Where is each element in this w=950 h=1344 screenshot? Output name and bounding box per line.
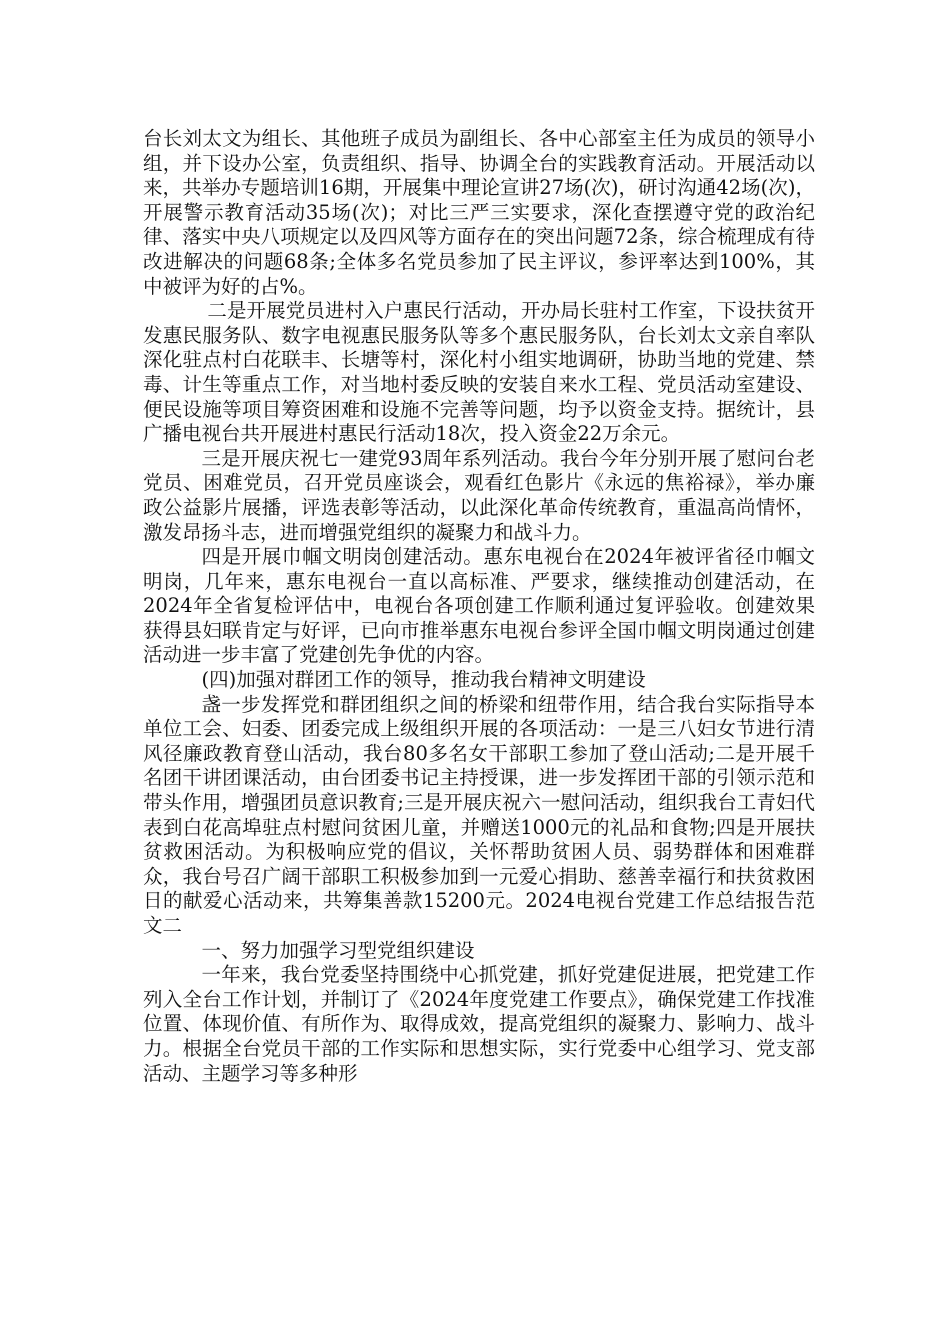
paragraph-1: 台长刘太文为组长、其他班子成员为副组长、各中心部室主任为成员的领导小组，并下设办公室，负责组织、指导、协调全台的实践教育活动。开展活动以来，共举办专题培训16期，开展集中理论宣讲27场(次)，研讨沟通42场(次)，开展警示教育活动35场(次)；对比三严三实要求，深化查摆遵守党的政治纪律、落实中央八项规定以及四风等方面存在的突出问题72条，综合梳理成有待改进解决的问题68条;全体多名党员参加了民主评议，参评率达到100%，其中被评为好的占%。 xyxy=(143,127,815,298)
section-heading-1: 一、努力加强学习型党组织建设 xyxy=(201,938,475,962)
paragraph-6: 一年来，我台党委坚持围绕中心抓党建，抓好党建促进展，把党建工作列入全台工作计划，并制订了《2024年度党建工作要点》，确保党建工作找准位置、体现价值、有所作为、取得成效，提高党组织的凝聚力、影响力、战斗力。根据全台党员干部的工作实际和思想实际，实行党委中心组学习、党支部活动、主题学习等多种形 xyxy=(143,963,815,1085)
paragraph-4: 四是开展巾帼文明岗创建活动。惠东电视台在2024年被评省径巾帼文明岗，几年来，惠东电视台一直以高标准、严要求，继续推动创建活动，在2024年全省复检评估中，电视台各项创建工作顺利通过复评验收。创建效果获得县妇联肯定与好评，已向市推举惠东电视台参评全国巾帼文明岗通过创建活动进一步丰富了党建创先争优的内容。 xyxy=(143,545,815,667)
paragraph-2: 二是开展党员进村入户惠民行活动，开办局长驻村工作室，下设扶贫开发惠民服务队、数字电视惠民服务队等多个惠民服务队，台长刘太文亲自率队深化驻点村白花联丰、长塘等村，深化村小组实地调研，协助当地的党建、禁毒、计生等重点工作，对当地村委反映的安装自来水工程、党员活动室建设、便民设施等项目筹资困难和设施不完善等问题，均予以资金支持。据统计，县广播电视台共开展进村惠民行活动18次，投入资金22万余元。 xyxy=(143,299,815,446)
document-body xyxy=(143,127,815,1086)
section-heading-4: (四)加强对群团工作的领导，推动我台精神文明建设 xyxy=(201,668,646,692)
paragraph-5: 盏一步发挥党和群团组织之间的桥梁和纽带作用，结合我台实际指导本单位工会、妇委、团委完成上级组织开展的各项活动：一是三八妇女节进行清风径廉政教育登山活动，我台80多名女干部职工参加了登山活动;二是开展千名团干讲团课活动，由台团委书记主持授课，进一步发挥团干部的引领示范和带头作用，增强团员意识教育;三是开展庆祝六一慰问活动，组织我台工青妇代表到白花高埠驻点村慰问贫困儿童，并赠送1000元的礼品和食物;四是开展扶贫救困活动。为积极响应党的倡议，关怀帮助贫困人员、弱势群体和困难群众，我台号召广阔干部职工积极参加到一元爱心捐助、慈善幸福行和扶贫救困日的献爱心活动来，共筹集善款15200元。2024电视台党建工作总结报告范文二 xyxy=(143,692,815,937)
paragraph-3: 三是开展庆祝七一建党93周年系列活动。我台今年分别开展了慰问台老党员、困难党员，召开党员座谈会，观看红色影片《永远的焦裕禄》，举办廉政公益影片展播，评选表彰等活动，以此深化革命传统教育，重温高尚情怀，激发昂扬斗志，进而增强党组织的凝聚力和战斗力。 xyxy=(143,446,815,544)
